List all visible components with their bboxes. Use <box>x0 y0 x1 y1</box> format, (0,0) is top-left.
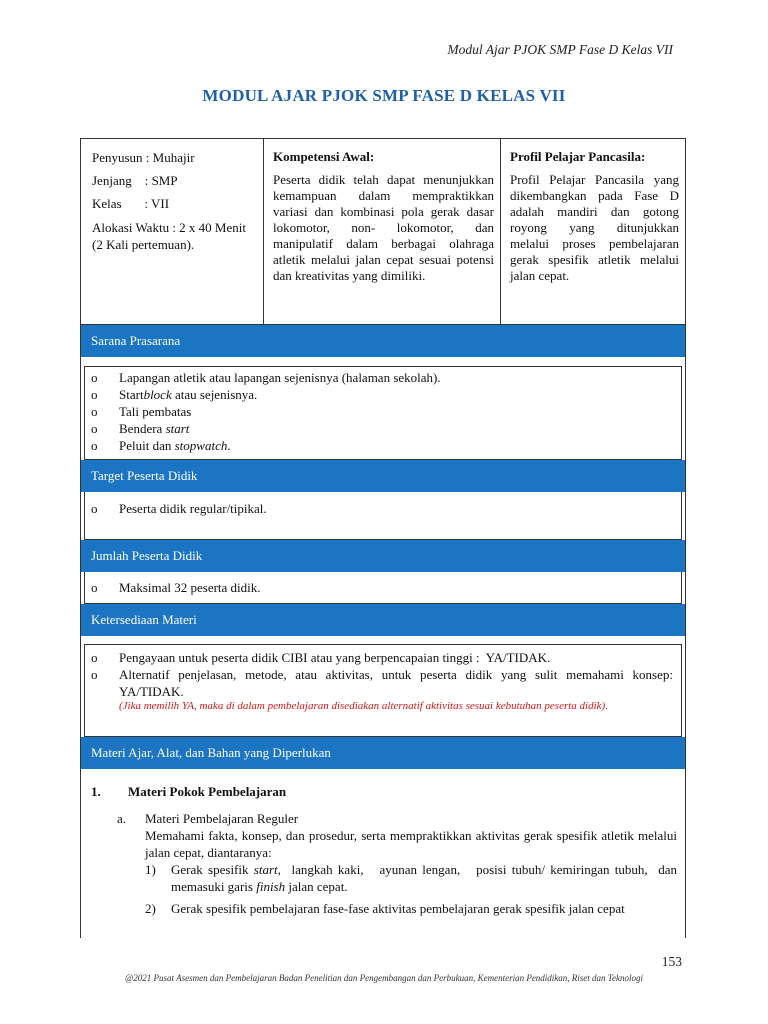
list-item: o Peserta didik regular/tipikal. <box>91 501 267 516</box>
info-row <box>81 139 685 325</box>
list-item: o Lapangan atletik atau lapangan sejenisnya (halaman sekolah). <box>91 370 441 385</box>
target-band: Target Peserta Didik <box>81 460 685 492</box>
list-item: o Maksimal 32 peserta didik. <box>91 580 261 595</box>
sarana-list <box>85 369 681 454</box>
ketersediaan-note: (Jika memilih YA, maka di dalam pembelajaran disediakan alternatif aktivitas sesuai kebutuhan peserta didik). <box>119 700 608 712</box>
running-header: Modul Ajar PJOK SMP Fase D Kelas VII <box>447 42 673 57</box>
jenjang: Jenjang : SMP <box>92 173 178 188</box>
materi-content <box>81 769 685 917</box>
target-box <box>84 492 682 540</box>
materi-band: Materi Ajar, Alat, dan Bahan yang Diperlukan <box>81 737 685 769</box>
page-title: MODUL AJAR PJOK SMP FASE D KELAS VII <box>202 86 566 105</box>
list-item: o Pengayaan untuk peserta didik CIBI atau yang berpencapaian tinggi : YA/TIDAK. <box>91 650 551 665</box>
ketersediaan-band: Ketersediaan Materi <box>81 604 685 636</box>
materi-reguler-title: a. Materi Pembelajaran Reguler <box>117 811 299 826</box>
profil-cell <box>500 139 685 324</box>
list-item: o Alternatif penjelasan, metode, atau aktivitas, untuk peserta didik yang sulit memahami konsep: YA/TIDAK. <box>91 667 673 699</box>
profil-heading: Profil Pelajar Pancasila: <box>510 149 646 164</box>
materi-reguler-body: Memahami fakta, konsep, dan prosedur, serta mempraktikkan aktivitas gerak spesifik atletik melalui jalan cepat, diantaranya: <box>145 828 677 860</box>
list-item: 2) Gerak spesifik pembelajaran fase-fase aktivitas pembelajaran gerak spesifik jalan cepat <box>145 901 625 916</box>
kompetensi-heading: Kompetensi Awal: <box>273 149 375 164</box>
list-item: 1) Gerak spesifik start, langkah kaki, ayunan lengan, posisi tubuh/ kemiringan tubuh, dan memasuki garis finish jalan cepat. <box>145 862 681 894</box>
jumlah-band: Jumlah Peserta Didik <box>81 540 685 572</box>
alokasi-waktu: Alokasi Waktu : 2 x 40 Menit (2 Kali pertemuan). <box>92 220 246 252</box>
list-item: o Tali pembatas <box>91 404 192 419</box>
profil-text: Profil Pelajar Pancasila yang dikembangkan pada Fase D adalah mandiri dan gotong royong yang ditunjukkan melalui proses pembelajaran gerak spesifik atletik melalui jalan cepat. <box>510 172 679 283</box>
list-item: o Bendera start <box>91 421 190 436</box>
kelas: Kelas : VII <box>92 196 170 211</box>
page-number: 153 <box>661 954 682 969</box>
kompetensi-text: Peserta didik telah dapat menunjukkan kemampuan dalam mempraktikkan variasi dan kombinasi pola gerak dasar lokomotor, non- lokomotor, dan manipulatif dalam berbagai olahraga atletik melalui jalan cepat sesuai potensi dan kreativitas yang dimiliki. <box>273 172 494 283</box>
sarana-box <box>84 366 682 460</box>
jumlah-box <box>84 572 682 604</box>
penyusun: Penyusun : Muhajir <box>92 150 195 165</box>
sarana-band: Sarana Prasarana <box>81 325 685 357</box>
kompetensi-cell <box>263 139 500 324</box>
module-table <box>80 138 686 938</box>
ketersediaan-box <box>84 644 682 737</box>
footer-copyright: @2021 Pusat Asesmen dan Pembelajaran Badan Penelitian dan Pengembangan dan Perbukuan, Kementerian Pendidikan, Riset dan Teknologi <box>125 973 643 983</box>
list-item: o Startblock atau sejenisnya. <box>91 387 258 402</box>
materi-heading: 1. Materi Pokok Pembelajaran <box>91 784 287 799</box>
list-item: o Peluit dan stopwatch. <box>91 438 231 453</box>
identity-cell <box>81 139 263 324</box>
